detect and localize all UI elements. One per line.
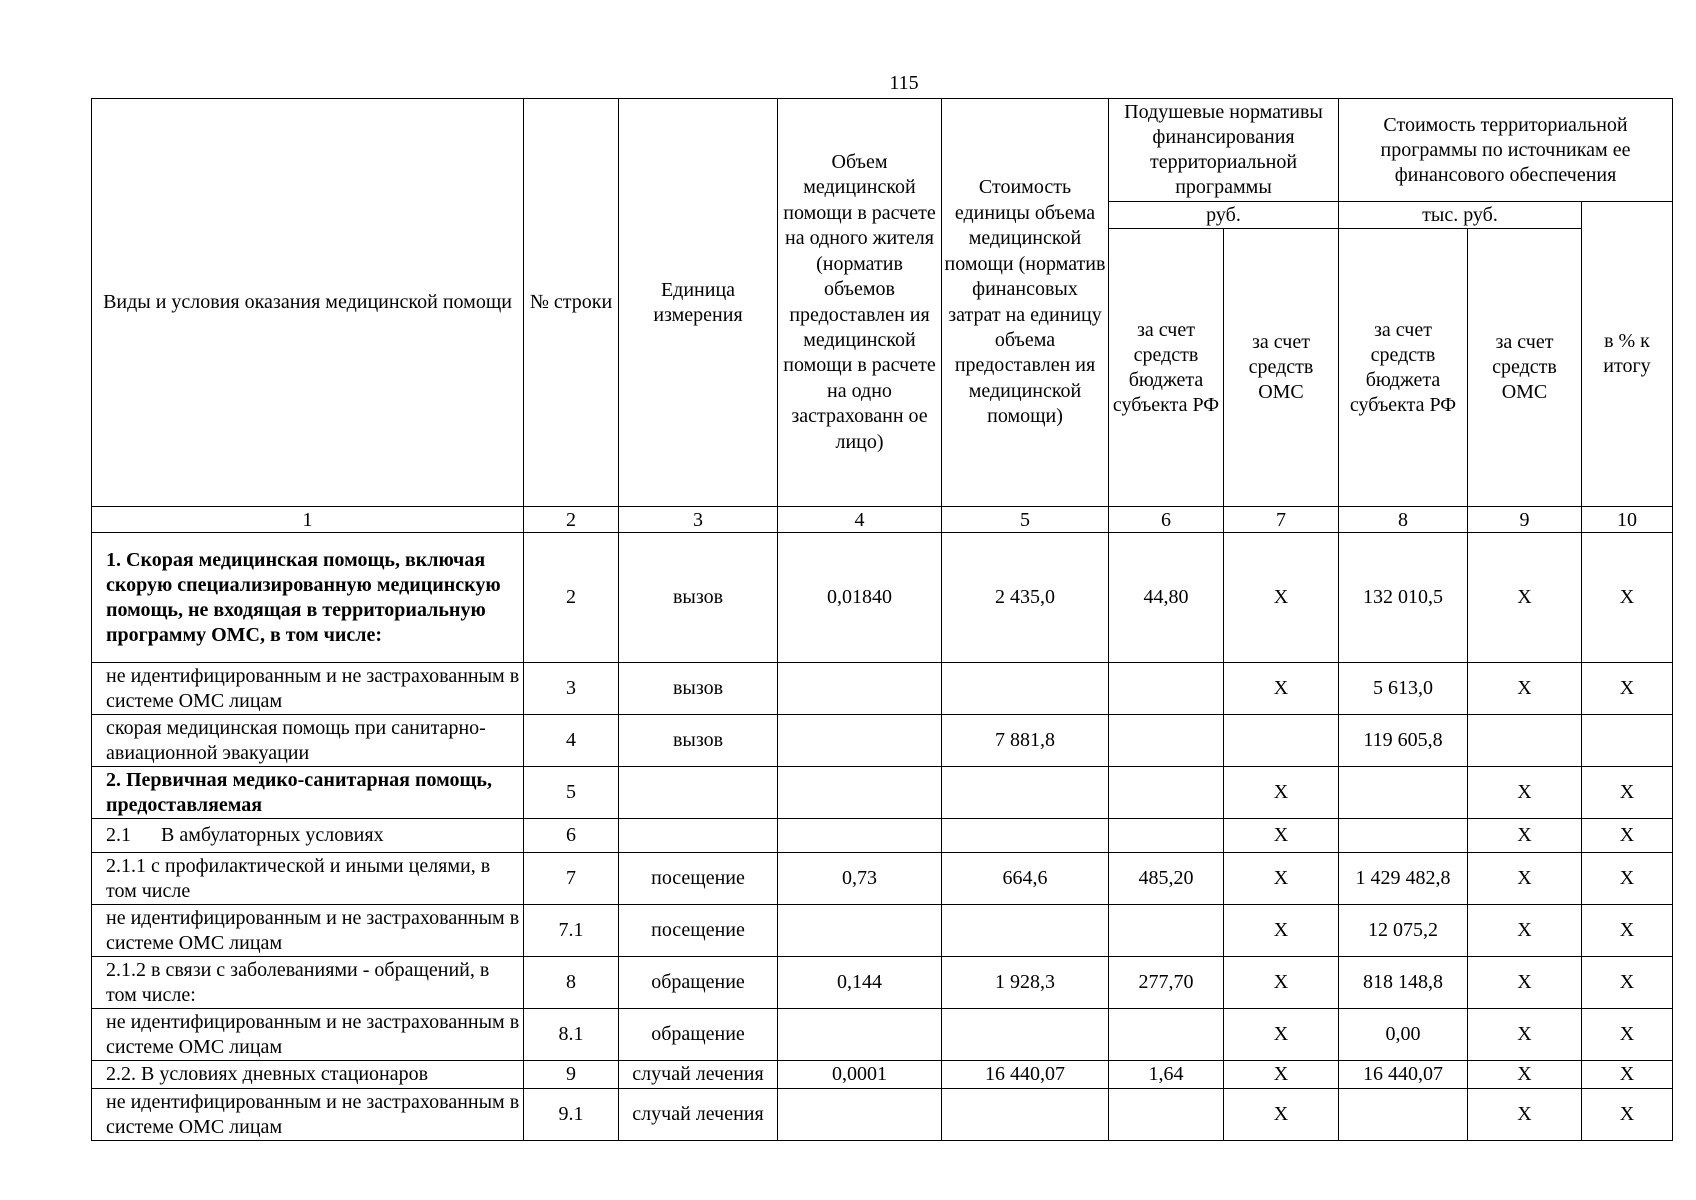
row-per-capita-budget [1109, 663, 1224, 715]
row-unit: вызов [619, 715, 778, 767]
row-cost-oms: X [1468, 957, 1582, 1009]
header-line-number: № строки [524, 99, 619, 507]
row-unit-cost: 2 435,0 [942, 533, 1109, 663]
column-number: 7 [1224, 507, 1339, 533]
column-number: 2 [524, 507, 619, 533]
row-percent: X [1582, 819, 1673, 853]
row-percent: X [1582, 957, 1673, 1009]
row-volume [778, 1089, 942, 1141]
row-unit-cost [942, 819, 1109, 853]
row-volume [778, 1009, 942, 1061]
row-unit-cost [942, 663, 1109, 715]
row-per-capita-oms [1224, 715, 1339, 767]
row-cost-budget [1339, 767, 1468, 819]
row-per-capita-oms: X [1224, 1089, 1339, 1141]
row-volume: 0,73 [778, 853, 942, 905]
row-unit: обращение [619, 1009, 778, 1061]
row-cost-budget [1339, 819, 1468, 853]
row-cost-oms: X [1468, 767, 1582, 819]
row-per-capita-budget [1109, 767, 1224, 819]
row-line-number: 2 [524, 533, 619, 663]
header-volume: Объем медицинской помощи в расчете на одного жителя (норматив объемов предоставлен ия медицинской помощи в расчете на одно застрахованн ое лицо) [778, 99, 942, 507]
row-line-number: 3 [524, 663, 619, 715]
table-row [92, 1061, 1673, 1089]
row-cost-oms [1468, 715, 1582, 767]
row-volume [778, 905, 942, 957]
row-per-capita-oms: X [1224, 1061, 1339, 1089]
row-cost-budget: 1 429 482,8 [1339, 853, 1468, 905]
row-per-capita-budget: 277,70 [1109, 957, 1224, 1009]
row-name: не идентифицированным и не застрахованным в системе ОМС лицам [92, 1089, 524, 1141]
row-per-capita-oms: X [1224, 819, 1339, 853]
row-name: 2.1 В амбулаторных условиях [92, 819, 524, 853]
row-line-number: 7.1 [524, 905, 619, 957]
column-number: 4 [778, 507, 942, 533]
header-per-capita-group: Подушевые нормативы финансирования территориальной программы [1109, 99, 1339, 202]
table-row [92, 905, 1673, 957]
table-row [92, 1089, 1673, 1141]
row-per-capita-oms: X [1224, 905, 1339, 957]
row-per-capita-oms: X [1224, 663, 1339, 715]
row-name: 2.1.2 в связи с заболеваниями - обращений, в том числе: [92, 957, 524, 1009]
row-percent: X [1582, 853, 1673, 905]
column-number: 3 [619, 507, 778, 533]
row-volume [778, 819, 942, 853]
row-unit: вызов [619, 533, 778, 663]
program-cost-table [91, 98, 1673, 1141]
row-volume [778, 715, 942, 767]
row-unit [619, 767, 778, 819]
row-cost-budget: 0,00 [1339, 1009, 1468, 1061]
table-row [92, 715, 1673, 767]
row-line-number: 9.1 [524, 1089, 619, 1141]
header-unit-cost: Стоимость единицы объема медицинской помощи (норматив финансовых затрат на единицу объема предоставлен ия медицинской помощи) [942, 99, 1109, 507]
row-unit: посещение [619, 905, 778, 957]
row-cost-oms: X [1468, 1089, 1582, 1141]
row-per-capita-budget: 44,80 [1109, 533, 1224, 663]
row-unit: вызов [619, 663, 778, 715]
row-percent: X [1582, 1009, 1673, 1061]
row-cost-oms: X [1468, 853, 1582, 905]
row-cost-budget: 818 148,8 [1339, 957, 1468, 1009]
column-number: 8 [1339, 507, 1468, 533]
row-line-number: 5 [524, 767, 619, 819]
row-unit-cost [942, 1089, 1109, 1141]
row-unit: обращение [619, 957, 778, 1009]
column-number: 5 [942, 507, 1109, 533]
table-row [92, 853, 1673, 905]
row-volume: 0,01840 [778, 533, 942, 663]
column-number: 9 [1468, 507, 1582, 533]
row-per-capita-budget: 1,64 [1109, 1061, 1224, 1089]
row-line-number: 8.1 [524, 1009, 619, 1061]
row-name: 2.1.1 с профилактической и иными целями, в том числе [92, 853, 524, 905]
row-line-number: 9 [524, 1061, 619, 1089]
row-per-capita-budget [1109, 819, 1224, 853]
table-row [92, 663, 1673, 715]
page-number: 115 [889, 72, 919, 94]
header-unit: Единица измерения [619, 99, 778, 507]
row-line-number: 6 [524, 819, 619, 853]
row-per-capita-budget [1109, 1009, 1224, 1061]
row-line-number: 8 [524, 957, 619, 1009]
row-per-capita-budget: 485,20 [1109, 853, 1224, 905]
row-per-capita-oms: X [1224, 533, 1339, 663]
row-cost-budget [1339, 1089, 1468, 1141]
row-unit-cost [942, 905, 1109, 957]
row-unit-cost: 1 928,3 [942, 957, 1109, 1009]
row-cost-oms: X [1468, 819, 1582, 853]
row-percent: X [1582, 533, 1673, 663]
header-percent-of-total: в % к итогу [1582, 202, 1673, 507]
table-row [92, 767, 1673, 819]
row-cost-oms: X [1468, 533, 1582, 663]
header-per-capita-budget: за счет средств бюджета субъекта РФ [1109, 229, 1224, 507]
table-row [92, 957, 1673, 1009]
row-per-capita-budget [1109, 1089, 1224, 1141]
column-number: 1 [92, 507, 524, 533]
table-row [92, 533, 1673, 663]
row-percent: X [1582, 905, 1673, 957]
row-name: не идентифицированным и не застрахованным в системе ОМС лицам [92, 663, 524, 715]
row-cost-budget: 5 613,0 [1339, 663, 1468, 715]
row-name: 2. Первичная медико-санитарная помощь, предоставляемая [92, 767, 524, 819]
row-cost-oms: X [1468, 1061, 1582, 1089]
row-volume [778, 663, 942, 715]
row-name: 1. Скорая медицинская помощь, включая скорую специализированную медицинскую помощь, не входящая в территориальную программу ОМС, в том числе: [92, 533, 524, 663]
row-cost-oms: X [1468, 1009, 1582, 1061]
row-cost-budget: 132 010,5 [1339, 533, 1468, 663]
row-per-capita-oms: X [1224, 853, 1339, 905]
row-unit-cost: 16 440,07 [942, 1061, 1109, 1089]
header-unit-rub: руб. [1109, 202, 1339, 229]
row-cost-budget: 16 440,07 [1339, 1061, 1468, 1089]
row-per-capita-oms: X [1224, 1009, 1339, 1061]
row-name: не идентифицированным и не застрахованным в системе ОМС лицам [92, 1009, 524, 1061]
header-unit-thousand-rub: тыс. руб. [1339, 202, 1582, 229]
row-percent: X [1582, 1089, 1673, 1141]
row-cost-oms: X [1468, 905, 1582, 957]
row-percent: X [1582, 1061, 1673, 1089]
row-per-capita-oms: X [1224, 767, 1339, 819]
row-per-capita-oms: X [1224, 957, 1339, 1009]
row-unit [619, 819, 778, 853]
row-volume [778, 767, 942, 819]
row-cost-oms: X [1468, 663, 1582, 715]
row-volume: 0,0001 [778, 1061, 942, 1089]
row-per-capita-budget [1109, 715, 1224, 767]
row-name: 2.2. В условиях дневных стационаров [92, 1061, 524, 1089]
table-row [92, 1009, 1673, 1061]
header-program-cost-group: Стоимость территориальной программы по источникам ее финансового обеспечения [1339, 99, 1673, 202]
row-unit-cost [942, 1009, 1109, 1061]
row-percent [1582, 715, 1673, 767]
column-number: 6 [1109, 507, 1224, 533]
row-per-capita-budget [1109, 905, 1224, 957]
row-unit: случай лечения [619, 1089, 778, 1141]
row-unit: посещение [619, 853, 778, 905]
header-kind-of-care: Виды и условия оказания медицинской помощи [92, 99, 524, 507]
row-unit: случай лечения [619, 1061, 778, 1089]
row-volume: 0,144 [778, 957, 942, 1009]
row-cost-budget: 119 605,8 [1339, 715, 1468, 767]
header-per-capita-oms: за счет средств ОМС [1224, 229, 1339, 507]
row-name: скорая медицинская помощь при санитарно-авиационной эвакуации [92, 715, 524, 767]
row-unit-cost: 7 881,8 [942, 715, 1109, 767]
row-line-number: 4 [524, 715, 619, 767]
row-percent: X [1582, 663, 1673, 715]
row-unit-cost: 664,6 [942, 853, 1109, 905]
row-cost-budget: 12 075,2 [1339, 905, 1468, 957]
row-percent: X [1582, 767, 1673, 819]
row-name: не идентифицированным и не застрахованным в системе ОМС лицам [92, 905, 524, 957]
header-cost-budget: за счет средств бюджета субъекта РФ [1339, 229, 1468, 507]
column-number: 10 [1582, 507, 1673, 533]
header-cost-oms: за счет средств ОМС [1468, 229, 1582, 507]
row-unit-cost [942, 767, 1109, 819]
row-line-number: 7 [524, 853, 619, 905]
table-row [92, 819, 1673, 853]
